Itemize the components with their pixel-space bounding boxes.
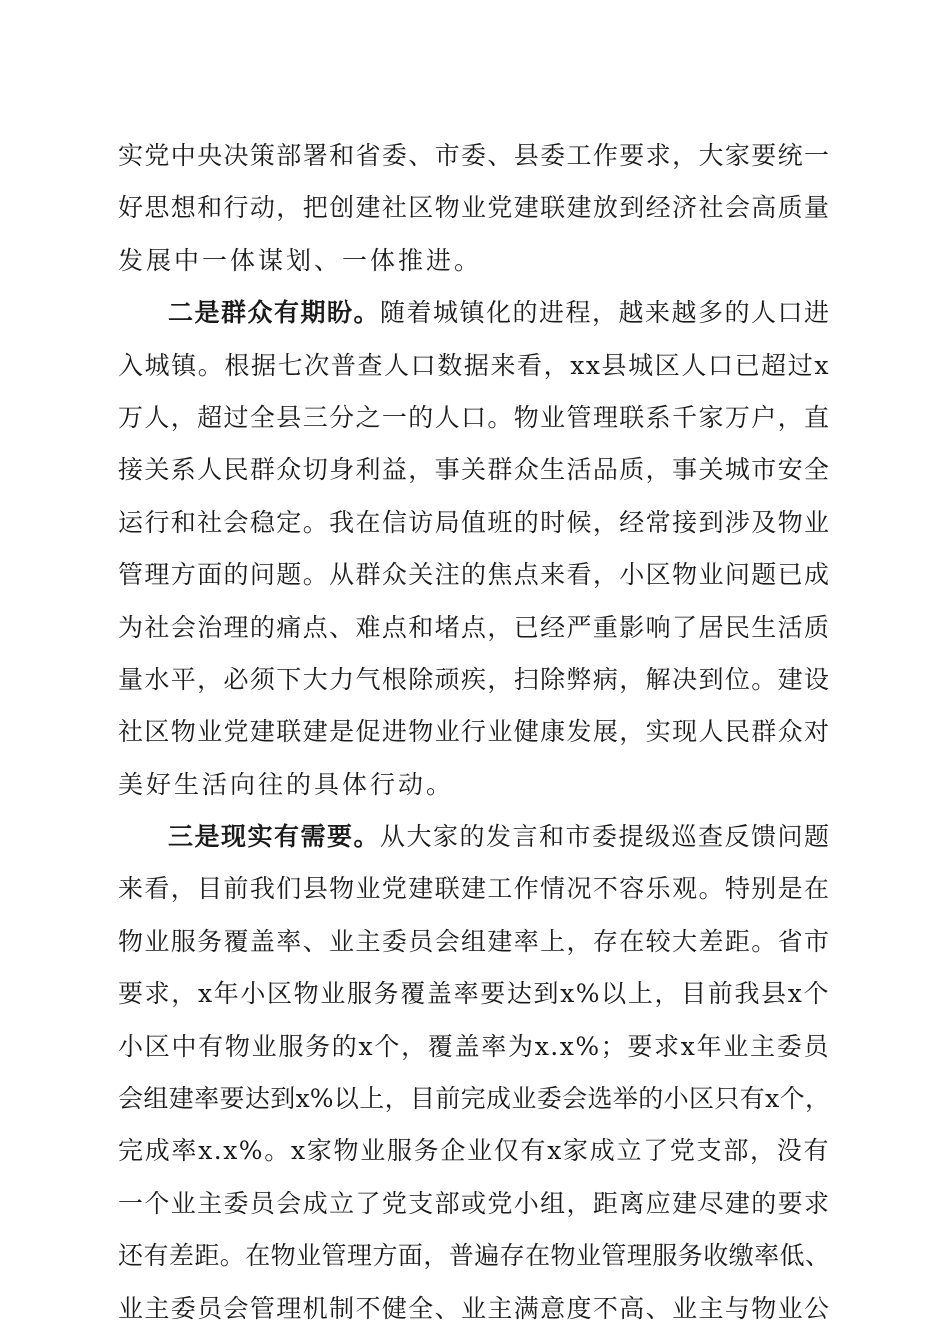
text-line: 会组建率要达到x%以上，目前完成业委会选举的小区只有x个，	[118, 1084, 830, 1114]
text-line: 还有差距。在物业管理方面，普遍存在物业管理服务收缴率低、	[118, 1241, 830, 1271]
text-line	[118, 287, 830, 339]
paragraph-1	[118, 130, 830, 287]
text-line: 社区物业党建联建是促进物业行业健康发展，实现人民群众对	[118, 717, 830, 747]
text-line: 来看，目前我们县物业党建联建工作情况不容乐观。特别是在	[118, 874, 830, 904]
text-line: 要求，x年小区物业服务覆盖率要达到x%以上，目前我县x个	[118, 979, 830, 1009]
text-line: 运行和社会稳定。我在信访局值班的时候，经常接到涉及物业	[118, 507, 830, 537]
line-text: 从大家的发言和市委提级巡查反馈问题	[380, 822, 831, 852]
text-line: 接关系人民群众切身利益，事关群众生活品质，事关城市安全	[118, 455, 830, 485]
text-line: 美好生活向往的具体行动。	[118, 769, 455, 799]
paragraph-lead: 三是现实有需要。	[168, 822, 381, 852]
text-line: 入城镇。根据七次普查人口数据来看，xx县城区人口已超过x	[118, 350, 830, 380]
paragraph-3	[118, 811, 830, 1335]
text-line: 好思想和行动，把创建社区物业党建联建放到经济社会高质量	[118, 193, 830, 223]
text-line: 发展中一体谋划、一体推进。	[118, 245, 483, 275]
text-line: 万人，超过全县三分之一的人口。物业管理联系千家万户，直	[118, 402, 830, 432]
text-line: 小区中有物业服务的x个，覆盖率为x.x%；要求x年业主委员	[118, 1031, 830, 1061]
document-body	[118, 130, 830, 1335]
text-line: 量水平，必须下大力气根除顽疾，扫除弊病，解决到位。建设	[118, 664, 830, 694]
paragraph-lead: 二是群众有期盼。	[168, 298, 381, 328]
text-line: 管理方面的问题。从群众关注的焦点来看，小区物业问题已成	[118, 560, 830, 590]
paragraph-2	[118, 287, 830, 811]
text-line: 为社会治理的痛点、难点和堵点，已经严重影响了居民生活质	[118, 612, 830, 642]
text-line: 物业服务覆盖率、业主委员会组建率上，存在较大差距。省市	[118, 926, 830, 956]
text-line: 实党中央决策部署和省委、市委、县委工作要求，大家要统一	[118, 141, 830, 170]
line-text: 随着城镇化的进程，越来越多的人口进	[380, 298, 831, 328]
text-line: 业主委员会管理机制不健全、业主满意度不高、业主与物业公	[118, 1293, 830, 1323]
text-line: 完成率x.x%。x家物业服务企业仅有x家成立了党支部，没有	[118, 1136, 830, 1166]
text-line	[118, 811, 830, 863]
text-line: 一个业主委员会成立了党支部或党小组，距离应建尽建的要求	[118, 1188, 830, 1218]
